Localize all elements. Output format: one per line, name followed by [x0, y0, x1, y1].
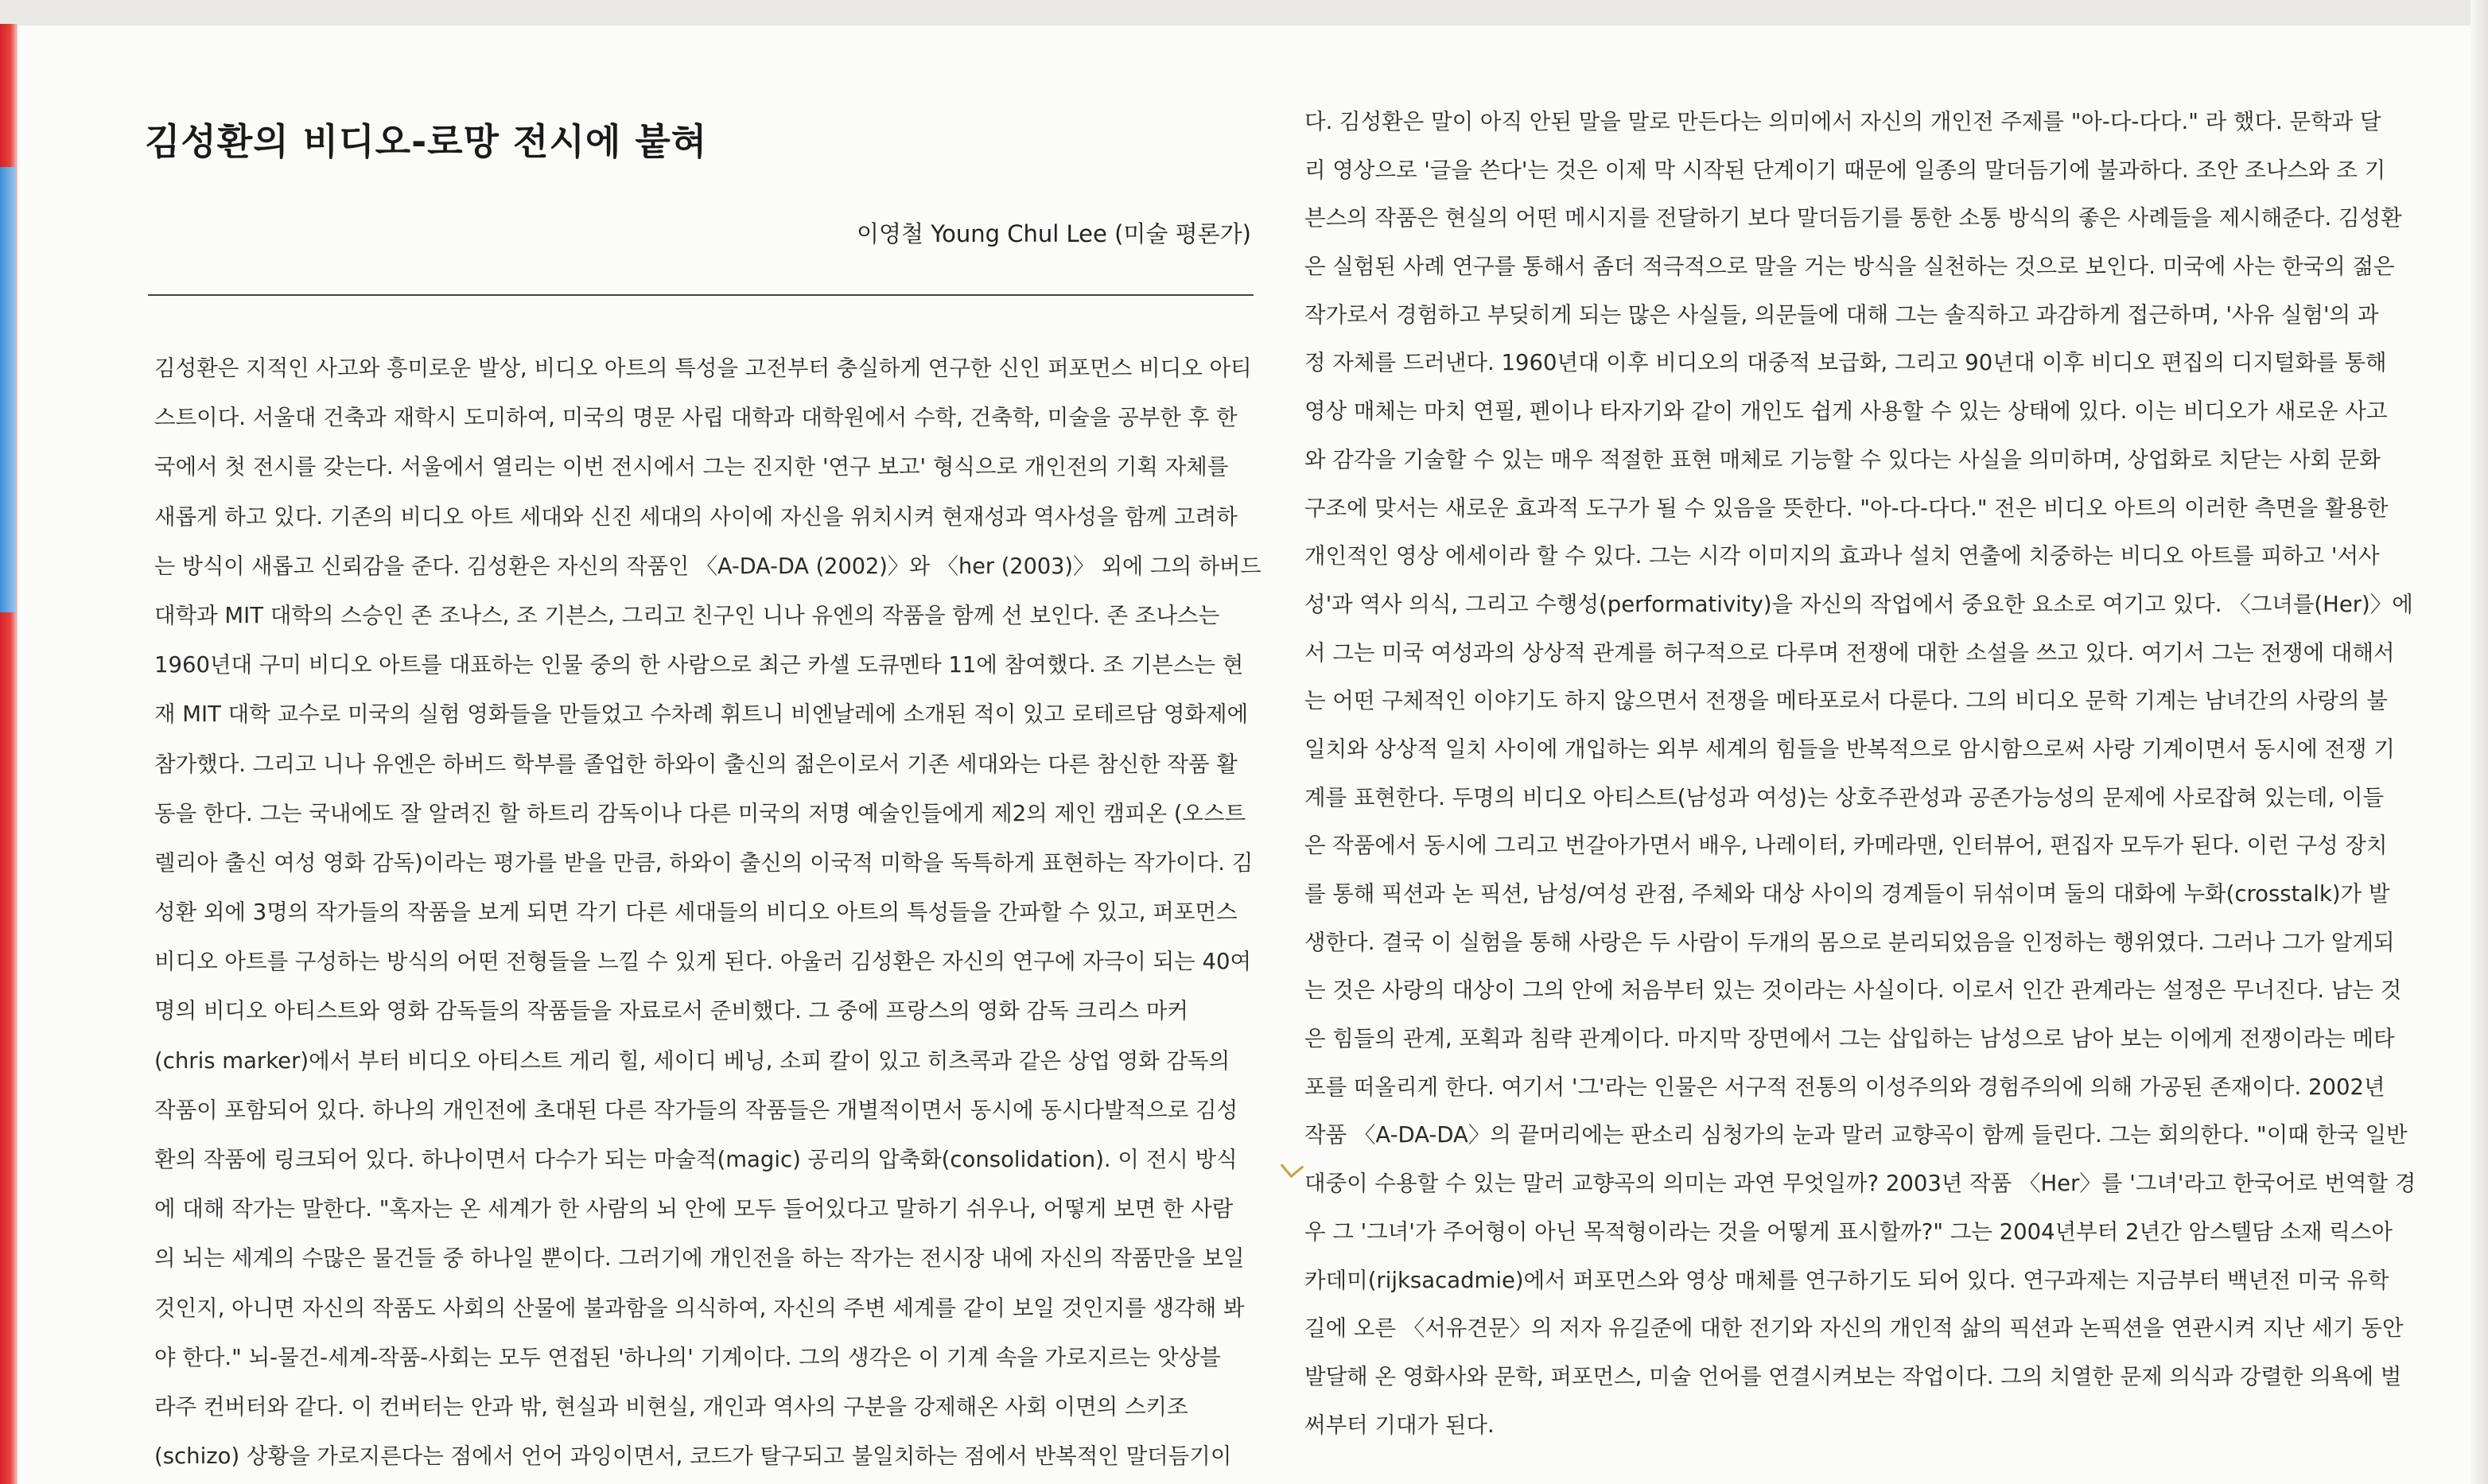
text-line: 야 한다." 뇌-물건-세계-작품-사회는 모두 연접된 '하나의' 기계이다. 그의 생각은 이 기계 속을 가로지르는 앗상블 [154, 1344, 1221, 1370]
blue-page-edge [0, 167, 16, 612]
text-line: 것인지, 아니면 자신의 작품도 사회의 산물에 불과함을 의식하여, 자신의 주변 세계를 같이 보일 것인지를 생각해 봐 [154, 1295, 1245, 1321]
text-line: 써부터 기대가 된다. [1304, 1412, 1495, 1438]
text-line: 정 자체를 드러낸다. 1960년대 이후 비디오의 대중적 보급화, 그리고 90년대 이후 비디오 편집의 디지털화를 통해 [1304, 350, 2387, 376]
text-line: 구조에 맞서는 새로운 효과적 도구가 될 수 있음을 뜻한다. "아-다-다다." 전은 비디오 아트의 이러한 측면을 활용한 [1304, 495, 2389, 521]
text-line: 은 작품에서 동시에 그리고 번갈아가면서 배우, 나레이터, 카메라맨, 인터뷰어, 편집자 모두가 된다. 이런 구성 장치 [1304, 833, 2388, 859]
text-line: 렐리아 출신 여성 영화 감독)이라는 평가를 받을 만큼, 하와이 출신의 이국적 미학을 독특하게 표현하는 작가이다. 김 [154, 849, 1254, 876]
scan-top-edge [0, 0, 2488, 27]
page-right-shadow [2471, 0, 2488, 1484]
text-line: 국에서 첫 전시를 갖는다. 서울에서 열리는 이번 전시에서 그는 진지한 '연구 보고' 형식으로 개인전의 기획 자체를 [154, 454, 1229, 480]
text-line: 비디오 아트를 구성하는 방식의 어떤 전형들을 느낄 수 있게 된다. 아울러 김성환은 자신의 연구에 자극이 되는 40여 [154, 949, 1252, 975]
text-line: 작품 〈A-DA-DA〉의 끝머리에는 판소리 심청가의 눈과 말러 교향곡이 함께 들린다. 그는 회의한다. "이때 한국 일반 [1304, 1122, 2408, 1148]
text-line: 우 그 '그녀'가 주어형이 아닌 목적형이라는 것을 어떻게 표시할까?" 그는 2004년부터 2년간 암스텔담 소재 릭스아 [1304, 1218, 2393, 1245]
text-line: (chris marker)에서 부터 비디오 아티스트 게리 힐, 세이디 베닝, 소피 칼이 있고 히츠콕과 같은 상업 영화 감독의 [154, 1047, 1230, 1074]
text-line: 동을 한다. 그는 국내에도 잘 알려진 할 하트리 감독이나 다른 미국의 저명 예술인들에게 제2의 제인 캠피온 (오스트 [154, 800, 1246, 826]
text-line: 작품이 포함되어 있다. 하나의 개인전에 초대된 다른 작가들의 작품들은 개별적이면서 동시에 동시다발적으로 김성 [154, 1097, 1238, 1123]
text-line: 일치와 상상적 일치 사이에 개입하는 외부 세계의 힘들을 반복적으로 암시함으로써 사랑 기계이면서 동시에 전쟁 기 [1304, 736, 2395, 762]
text-line: 영상 매체는 마치 연필, 펜이나 타자기와 같이 개인도 쉽게 사용할 수 있는 상태에 있다. 이는 비디오가 새로운 사고 [1304, 398, 2388, 425]
text-line: 와 감각을 기술할 수 있는 매우 적절한 표현 매체로 기능할 수 있다는 사실을 의미하며, 상업화로 치닫는 사회 문화 [1304, 446, 2381, 472]
text-line: 대중이 수용할 수 있는 말러 교향곡의 의미는 과연 무엇일까? 2003년 작품 〈Her〉를 '그녀'라고 한국어로 번역할 경 [1304, 1171, 2416, 1197]
text-line: 계를 표현한다. 두명의 비디오 아티스트(남성과 여성)는 상호주관성과 공존가능성의 문제에 사로잡혀 있는데, 이들 [1304, 784, 2385, 810]
text-line: 길에 오른 〈서유견문〉의 저자 유길준에 대한 전기와 자신의 개인적 삶의 픽션과 논픽션을 연관시켜 지난 세기 동안 [1304, 1315, 2404, 1342]
text-line: 는 어떤 구체적인 이야기도 하지 않으면서 전쟁을 메타포로서 다룬다. 그의 비디오 문학 기계는 남녀간의 사랑의 불 [1304, 688, 2388, 714]
text-line: 작가로서 경험하고 부딪히게 되는 많은 사실들, 의문들에 대해 그는 솔직하고 과감하게 접근하며, '사유 실험'의 과 [1304, 301, 2379, 328]
text-line: 은 실험된 사례 연구를 통해서 좀더 적극적으로 말을 거는 방식을 실천하는 것으로 보인다. 미국에 사는 한국의 젊은 [1304, 254, 2395, 280]
text-line: 재 MIT 대학 교수로 미국의 실험 영화들을 만들었고 수차례 휘트니 비엔날레에 소개된 적이 있고 로테르담 영화제에 [154, 701, 1249, 728]
text-line: 성환 외에 3명의 작가들의 작품을 보게 되면 각기 다른 세대들의 비디오 아트의 특성들을 간파할 수 있고, 퍼포먼스 [154, 899, 1238, 926]
text-line: 븐스의 작품은 현실의 어떤 메시지를 전달하기 보다 말더듬기를 통한 소통 방식의 좋은 사례들을 제시해준다. 김성환 [1304, 205, 2402, 231]
text-line: 는 방식이 새롭고 신뢰감을 준다. 김성환은 자신의 작품인 〈A-DA-DA (2002)〉와 〈her (2003)〉 외에 그의 하버드 [154, 553, 1261, 579]
text-line: 는 것은 사랑의 대상이 그의 안에 처음부터 있는 것이라는 사실이다. 이로서 인간 관계라는 설정은 무너진다. 남는 것 [1304, 977, 2402, 1004]
text-line: 에 대해 작가는 말한다. "혹자는 온 세계가 한 사람의 뇌 안에 모두 들어있다고 말하기 쉬우나, 어떻게 보면 한 사람 [154, 1196, 1234, 1222]
text-line: 은 힘들의 관계, 포획과 침략 관계이다. 마지막 장면에서 그는 삽입하는 남성으로 남아 보는 이에게 전쟁이라는 메타 [1304, 1026, 2395, 1052]
text-line: (schizo) 상황을 가로지른다는 점에서 언어 과잉이면서, 코드가 탈구되고 불일치하는 점에서 반복적인 말더듬기이 [154, 1443, 1232, 1470]
text-line: 개인적인 영상 에세이라 할 수 있다. 그는 시각 이미지의 효과나 설치 연출에 치중하는 비디오 아트를 피하고 '서사 [1304, 543, 2380, 569]
text-line: 성'과 역사 의식, 그리고 수행성(performativity)을 자신의 작업에서 중요한 요소로 여기고 있다. 〈그녀를(Her)〉에 [1304, 591, 2413, 617]
text-line: 라주 컨버터와 같다. 이 컨버터는 안과 밖, 현실과 비현실, 개인과 역사의 구분을 강제해온 사회 이면의 스키조 [154, 1393, 1188, 1420]
left-text-column [154, 344, 1261, 1481]
text-line: 를 통해 픽션과 논 픽션, 남성/여성 관점, 주체와 대상 사이의 경계들이 뒤섞이며 둘의 대화에 누화(crosstalk)가 발 [1304, 881, 2390, 907]
text-line: 스트이다. 서울대 건축과 재학시 도미하여, 미국의 명문 사립 대학과 대학원에서 수학, 건축학, 미술을 공부한 후 한 [154, 405, 1238, 431]
text-line: 명의 비디오 아티스트와 영화 감독들의 작품들을 자료로서 준비했다. 그 중에 프랑스의 영화 감독 크리스 마커 [154, 998, 1188, 1024]
title-divider [148, 294, 1254, 296]
text-line: 새롭게 하고 있다. 기존의 비디오 아트 세대와 신진 세대의 사이에 자신을 위치시켜 현재성과 역사성을 함께 고려하 [154, 503, 1238, 530]
text-line: 카데미(rijksacadmie)에서 퍼포먼스와 영상 매체를 연구하기도 되어 있다. 연구과제는 지금부터 백년전 미국 유학 [1304, 1267, 2389, 1293]
text-line: 참가했다. 그리고 니나 유엔은 하버드 학부를 졸업한 하와이 출신의 젊은이로서 기존 세대와는 다른 참신한 작품 활 [154, 751, 1238, 777]
text-line: 생한다. 결국 이 실험을 통해 사랑은 두 사람이 두개의 몸으로 분리되었음을 인정하는 행위였다. 그러나 그가 알게되 [1304, 929, 2395, 955]
text-line: 환의 작품에 링크되어 있다. 하나이면서 다수가 되는 마술적(magic) 공리의 압축화(consolidation). 이 전시 방식 [154, 1147, 1238, 1172]
text-line: 1960년대 구미 비디오 아트를 대표하는 인물 중의 한 사람으로 최근 카셀 도큐멘타 11에 참여했다. 조 기븐스는 현 [154, 652, 1244, 678]
text-line: 포를 떠올리게 한다. 여기서 '그'라는 인물은 서구적 전통의 이성주의와 경험주의에 의해 가공된 존재이다. 2002년 [1304, 1074, 2385, 1100]
text-line: 발달해 온 영화사와 문학, 퍼포먼스, 미술 언어를 연결시켜보는 작업이다. 그의 치열한 문제 의식과 강렬한 의욕에 벌 [1304, 1363, 2402, 1389]
text-line: 의 뇌는 세계의 수많은 물건들 중 하나일 뿐이다. 그러기에 개인전을 하는 작가는 전시장 내에 자신의 작품만을 보일 [154, 1245, 1245, 1272]
text-line: 대학과 MIT 대학의 스승인 존 조나스, 조 기븐스, 그리고 친구인 니나 유엔의 작품을 함께 선 보인다. 존 조나스는 [154, 602, 1220, 628]
article-author: 이영철 Young Chul Lee (미술 평론가) [856, 220, 1251, 247]
text-line: 서 그는 미국 여성과의 상상적 관계를 허구적으로 다루며 전쟁에 대한 소설을 쓰고 있다. 여기서 그는 전쟁에 대해서 [1304, 639, 2395, 666]
text-line: 다. 김성환은 말이 아직 안된 말을 말로 만든다는 의미에서 자신의 개인전 주제를 "아-다-다다." 라 했다. 문학과 달 [1304, 109, 2381, 134]
text-line: 리 영상으로 '글을 쓴다'는 것은 이제 막 시작된 단계이기 때문에 일종의 말더듬기에 불과하다. 조안 조나스와 조 기 [1304, 157, 2386, 183]
text-line: 김성환은 지적인 사고와 흥미로운 발상, 비디오 아트의 특성을 고전부터 충실하게 연구한 신인 퍼포먼스 비디오 아티 [154, 355, 1252, 381]
article-title: 김성환의 비디오-로망 전시에 붙혀 [145, 120, 708, 163]
right-text-column [1304, 98, 2418, 1449]
